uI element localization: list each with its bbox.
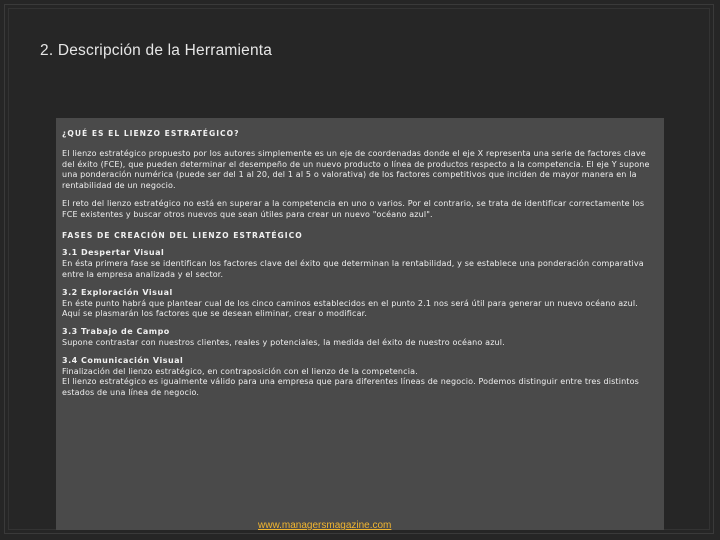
paragraph-definition: El lienzo estratégico propuesto por los autores simplemente es un eje de coordenadas donde el eje X representa una serie de factores clave del éxito (FCE), que pueden determinar el desempeño de un nuevo producto o línea de productos respecto a la competencia. El eje Y supone una ponderación numérica (puede ser del 1 al 20, del 1 al 5 o valorativa) de los factores competitivos que inciden de mayor manera en la rentabilidad de un negocio.	[62, 148, 650, 191]
phase-title: 3.2 Exploración Visual	[62, 287, 173, 297]
section-heading-phases: FASES DE CREACIÓN DEL LIENZO ESTRATÉGICO	[62, 230, 303, 240]
phase-text: Supone contrastar con nuestros clientes, reales y potenciales, la medida del éxito de nuestro océano azul.	[62, 337, 505, 347]
website-link[interactable]: www.managersmagazine.com	[258, 520, 392, 531]
phase-text: Finalización del lienzo estratégico, en contraposición con el lienzo de la competencia.	[62, 366, 418, 376]
phase-title: 3.4 Comunicación Visual	[62, 355, 184, 365]
phase-title: 3.3 Trabajo de Campo	[62, 327, 170, 337]
phase-text: En ésta primera fase se identifican los factores clave del éxito que determinan la rentabilidad, y se establece una ponderación comparativa entre la empresa analizada y el sector.	[62, 259, 644, 279]
phase-text-extra: El lienzo estratégico es igualmente válido para una empresa que para diferentes líneas de negocio. Podemos distinguir entre tres distintos estados de una línea de negocio.	[62, 377, 639, 398]
slide-title: 2. Descripción de la Herramienta	[40, 42, 273, 59]
phase-title: 3.1 Despertar Visual	[62, 248, 165, 258]
paragraph-challenge: El reto del lienzo estratégico no está en superar a la competencia en uno o varios. Por el contrario, se trata de identificar correctamente los FCE existentes y buscar otros nuevos que sean útiles para crear un nuevo "océano azul".	[62, 198, 645, 219]
section-heading-what-is: ¿QUÉ ES EL LIENZO ESTRATÉGICO?	[62, 129, 240, 138]
content-box	[56, 118, 664, 530]
phase-text: En éste punto habrá que plantear cual de los cinco caminos establecidos en el punto 2.1 nos será útil para generar un nuevo océano azul. Aquí se plasmarán los factores que se desean eliminar, crear o modificar.	[62, 298, 638, 319]
